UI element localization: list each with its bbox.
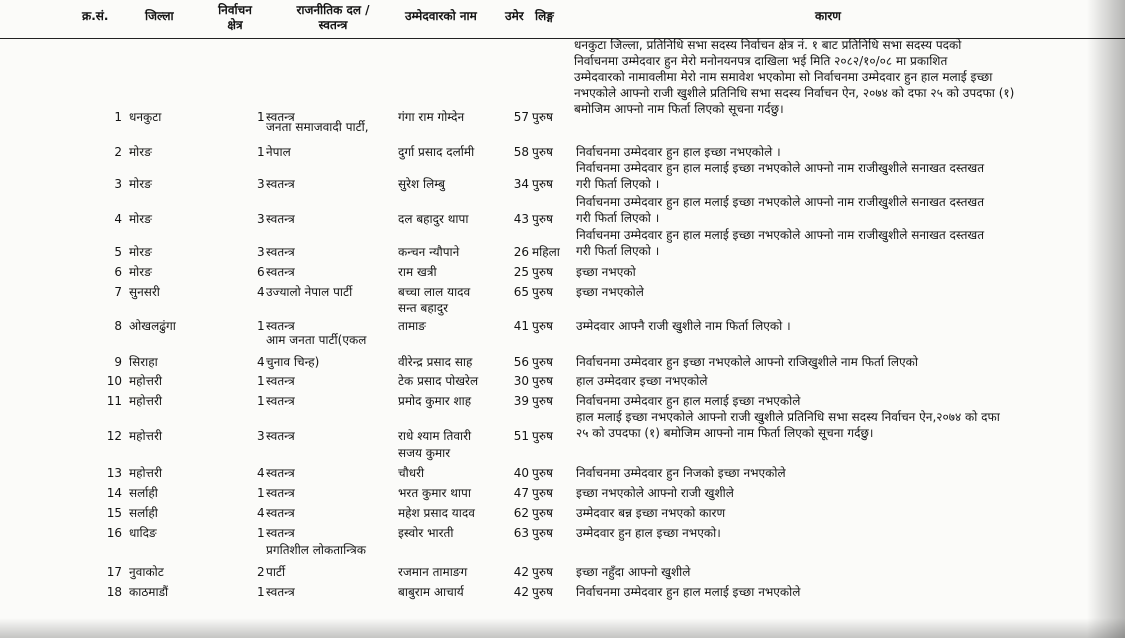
row-age: 26 [513,245,529,259]
row-reason: इच्छा नभएकोले [576,285,644,299]
row-constituency: 1 [257,526,265,540]
row-candidate-name: दल बहादुर थापा [398,212,469,226]
row-district: सुनसरी [129,285,160,299]
header-constituency: निर्वाचन क्षेत्र [218,3,252,32]
row-reason: गरी फिर्ता लिएको । [576,244,660,258]
row-reason: बमोजिम आफ्नो नाम फिर्ता लिएको सूचना गर्दछु। [574,102,784,116]
row-party: उज्यालो नेपाल पार्टी [266,285,353,299]
row-candidate-name: राधे श्याम तिवारी [398,429,472,443]
row-serial: 3 [114,177,122,191]
row-reason: इच्छा नहुँदा आफ्नो खुशीले [576,565,691,579]
row-candidate-name: इस्वोर भारती [398,526,454,540]
row-district: सिराहा [129,355,158,369]
row-reason: २५ को उपदफा (१) बमोजिम आफ्नो नाम फिर्ता लिएको सूचना गर्दछु। [576,426,874,440]
row-candidate-name: दुर्गा प्रसाद दर्लामी [398,145,475,159]
row-party: स्वतन्त्र [266,319,295,333]
row-reason: उम्मेदवारको नामावलीमा मेरो नाम समावेश भएकोमा सो निर्वाचनमा उम्मेदवार हुन हाल मलाई इच्छा [574,70,993,84]
row-constituency: 1 [257,486,265,500]
row-district: सर्लाही [129,506,158,520]
row-gender: पुरुष [532,374,553,388]
row-constituency: 3 [257,429,265,443]
row-constituency: 4 [257,506,265,520]
row-district: महोत्तरी [129,429,162,443]
header-reason: कारण [815,9,841,23]
row-district: धनकुटा [129,110,162,124]
row-party: स्वतन्त्र [266,429,295,443]
row-party: स्वतन्त्र [266,486,295,500]
row-district: नुवाकोट [129,565,164,579]
row-party: स्वतन्त्र [266,466,295,480]
row-age: 57 [513,110,529,124]
row-gender: पुरुष [532,466,553,480]
row-party: स्वतन्त्र [266,265,295,279]
row-candidate-name: रजमान तामाङग [398,565,468,579]
row-candidate-name: टेक प्रसाद पोखरेल [398,374,479,388]
row-gender: पुरुष [532,486,553,500]
row-candidate-name: बाबुराम आचार्य [398,585,464,599]
row-constituency: 4 [257,466,265,480]
row-party: स्वतन्त्र [266,526,295,540]
row-district: महोत्तरी [129,374,162,388]
row-reason: हाल मलाई इच्छा नभएकोले आफ्नो राजी खुशीले प्रतिनिधि सभा सदस्य निर्वाचन ऐन,२०७४ को दफा [576,410,1000,424]
row-serial: 8 [114,319,122,333]
row-serial: 11 [106,394,122,408]
row-party: चुनाव चिन्ह) [266,355,320,369]
row-candidate-name: भरत कुमार थापा [398,486,471,500]
row-serial: 10 [106,374,122,388]
row-reason: निर्वाचनमा उम्मेदवार हुन मेरो मनोनयनपत्र दाखिला भई मिति २०८२/१०/०८ मा प्रकाशित [574,54,948,68]
row-candidate-name: महेश प्रसाद यादव [398,506,475,520]
row-age: 58 [513,145,529,159]
row-reason: निर्वाचनमा उम्मेदवार हुन हाल मलाई इच्छा नभएकोले आफ्नो नाम राजीखुशीले सनाखत दस्तखत [576,228,985,242]
header-age: उमेर [505,9,524,23]
row-serial: 12 [106,429,122,443]
row-reason: निर्वाचनमा उम्मेदवार हुन इच्छा नभएकोले आफ्नो राजिखुशीले नाम फिर्ता लिएको [576,355,918,369]
page-shadow-bottom [0,618,1125,638]
row-district: सर्लाही [129,486,158,500]
row-party: स्वतन्त्र [266,585,295,599]
row-gender: पुरुष [532,265,553,279]
row-serial: 4 [114,212,122,226]
row-gender: पुरुष [532,110,553,124]
row-gender: पुरुष [532,394,553,408]
row-serial: 2 [114,145,122,159]
row-candidate-name: बच्चा लाल यादव [398,285,471,299]
row-district: मोरङ [129,265,152,279]
row-candidate-name: चौधरी [398,466,425,480]
row-gender: पुरुष [532,285,553,299]
row-party: स्वतन्त्र [266,212,295,226]
header-district: जिल्ला [145,9,174,23]
row-reason: निर्वाचनमा उम्मेदवार हुन निजको इच्छा नभएकोले [576,466,786,480]
row-party: स्वतन्त्र [266,374,295,388]
row-district: काठमाडौं [129,585,169,599]
row-candidate-name: तामाङ [398,319,426,333]
row-district: मोरङ [129,145,152,159]
row-serial: 9 [114,355,122,369]
row-age: 39 [513,394,529,408]
row-constituency: 1 [257,585,265,599]
row-reason: निर्वाचनमा उम्मेदवार हुन हाल मलाई इच्छा नभएकोले [576,394,801,408]
row-serial: 7 [114,285,122,299]
row-gender: महिला [532,245,560,259]
row-gender: पुरुष [532,585,553,599]
row-constituency: 3 [257,245,265,259]
row-candidate-name: राम खत्री [398,265,437,279]
row-reason: निर्वाचनमा उम्मेदवार हुन हाल मलाई इच्छा नभएकोले आफ्नो नाम राजीखुशीले सनाखत दस्तखत [576,195,985,209]
row-serial: 17 [106,565,122,579]
row-candidate-name: प्रमोद कुमार शाह [398,394,472,408]
row-gender: पुरुष [532,177,553,191]
row-age: 62 [513,506,529,520]
row-age: 43 [513,212,529,226]
row-age: 34 [513,177,529,191]
row-constituency: 3 [257,177,265,191]
row-age: 42 [513,565,529,579]
row-reason: हाल उम्मेदवार इच्छा नभएकोले [576,374,708,388]
row-age: 47 [513,486,529,500]
row-age: 42 [513,585,529,599]
row-reason: निर्वाचनमा उम्मेदवार हुन हाल मलाई इच्छा नभएकोले [576,585,801,599]
row-constituency: 3 [257,212,265,226]
row-district: महोत्तरी [129,394,162,408]
row-gender: पुरुष [532,145,553,159]
row-party: स्वतन्त्र [266,394,295,408]
row-gender: पुरुष [532,355,553,369]
row-reason: नभएकोले आफ्नो राजी खुशीले प्रतिनिधि सभा सदस्य निर्वाचन ऐन, २०७४ को दफा २५ को उपदफा (१) [574,86,1015,100]
table-header [0,0,1125,39]
row-age: 30 [513,374,529,388]
row-age: 25 [513,265,529,279]
row-party: स्वतन्त्र [266,245,295,259]
row-gender: पुरुष [532,565,553,579]
row-age: 40 [513,466,529,480]
row-constituency: 1 [257,110,265,124]
row-serial: 5 [114,245,122,259]
row-serial: 13 [106,466,122,480]
row-serial: 6 [114,265,122,279]
row-constituency: 6 [257,265,265,279]
row-constituency: 4 [257,285,265,299]
row-constituency: 2 [257,565,265,579]
row-age: 41 [513,319,529,333]
row-serial: 16 [106,526,122,540]
row-constituency: 1 [257,319,265,333]
row-party: स्वतन्त्र [266,506,295,520]
row-reason: उम्मेदवार आफ्नै राजी खुशीले नाम फिर्ता लिएको । [576,319,791,333]
row-gender: पुरुष [532,429,553,443]
row-reason: धनकुटा जिल्ला, प्रतिनिधि सभा सदस्य निर्वाचन क्षेत्र नं. १ बाट प्रतिनिधि सभा सदस्य पदको [574,38,962,52]
row-district: मोरङ [129,212,152,226]
row-reason: गरी फिर्ता लिएको । [576,211,660,225]
row-district: महोत्तरी [129,466,162,480]
row-candidate-name: सुरेश लिम्बु [398,177,445,191]
header-gender: लिङ्ग [535,9,554,23]
row-candidate-name: गंगा राम गोम्देन [398,110,465,124]
row-gender: पुरुष [532,526,553,540]
row-gender: पुरुष [532,506,553,520]
row-constituency: 1 [257,145,265,159]
row-party: जनता समाजवादी पार्टी, [266,120,369,134]
header-serial: क्र.सं. [82,9,109,23]
row-candidate-name: वीरेन्द्र प्रसाद साह [398,355,473,369]
row-serial: 15 [106,506,122,520]
row-gender: पुरुष [532,319,553,333]
row-constituency: 1 [257,394,265,408]
row-district: ओखलढुंगा [129,319,176,333]
row-reason: गरी फिर्ता लिएको । [576,177,660,191]
row-party: स्वतन्त्र [266,110,295,124]
row-constituency: 4 [257,355,265,369]
row-district: मोरङ [129,177,152,191]
row-serial: 18 [106,585,122,599]
row-candidate-name: सन्त बहादुर [398,301,449,315]
row-reason: निर्वाचनमा उम्मेदवार हुन हाल मलाई इच्छा नभएकोले आफ्नो नाम राजीखुशीले सनाखत दस्तखत [576,161,985,175]
row-reason: उम्मेदवार बन्न इच्छा नभएको कारण [576,506,726,520]
row-age: 65 [513,285,529,299]
row-district: मोरङ [129,245,152,259]
row-district: धादिङ [129,526,157,540]
row-candidate-name: सजय कुमार [398,446,451,460]
row-age: 56 [513,355,529,369]
row-party: स्वतन्त्र [266,177,295,191]
row-reason: निर्वाचनमा उम्मेदवार हुन हाल इच्छा नभएकोले । [576,145,781,159]
header-party: राजनीतिक दल / स्वतन्त्र [296,3,370,32]
row-party: आम जनता पार्टी(एकल [266,333,367,347]
row-age: 51 [513,429,529,443]
row-party: प्रगतिशील लोकतान्त्रिक [266,543,367,557]
row-serial: 1 [114,110,122,124]
row-party: नेपाल [266,145,291,159]
row-party: पार्टी [266,565,286,579]
row-serial: 14 [106,486,122,500]
row-gender: पुरुष [532,212,553,226]
row-reason: इच्छा नभएकोले आफ्नो राजी खुशीले [576,486,734,500]
row-constituency: 1 [257,374,265,388]
row-reason: इच्छा नभएको [576,265,636,279]
row-age: 63 [513,526,529,540]
row-reason: उम्मेदवार हुन हाल इच्छा नभएको। [576,526,721,540]
page-shadow-right [1087,0,1125,638]
header-candidate-name: उम्मेदवारको नाम [405,9,477,23]
row-candidate-name: कन्चन न्यौपाने [398,245,460,259]
